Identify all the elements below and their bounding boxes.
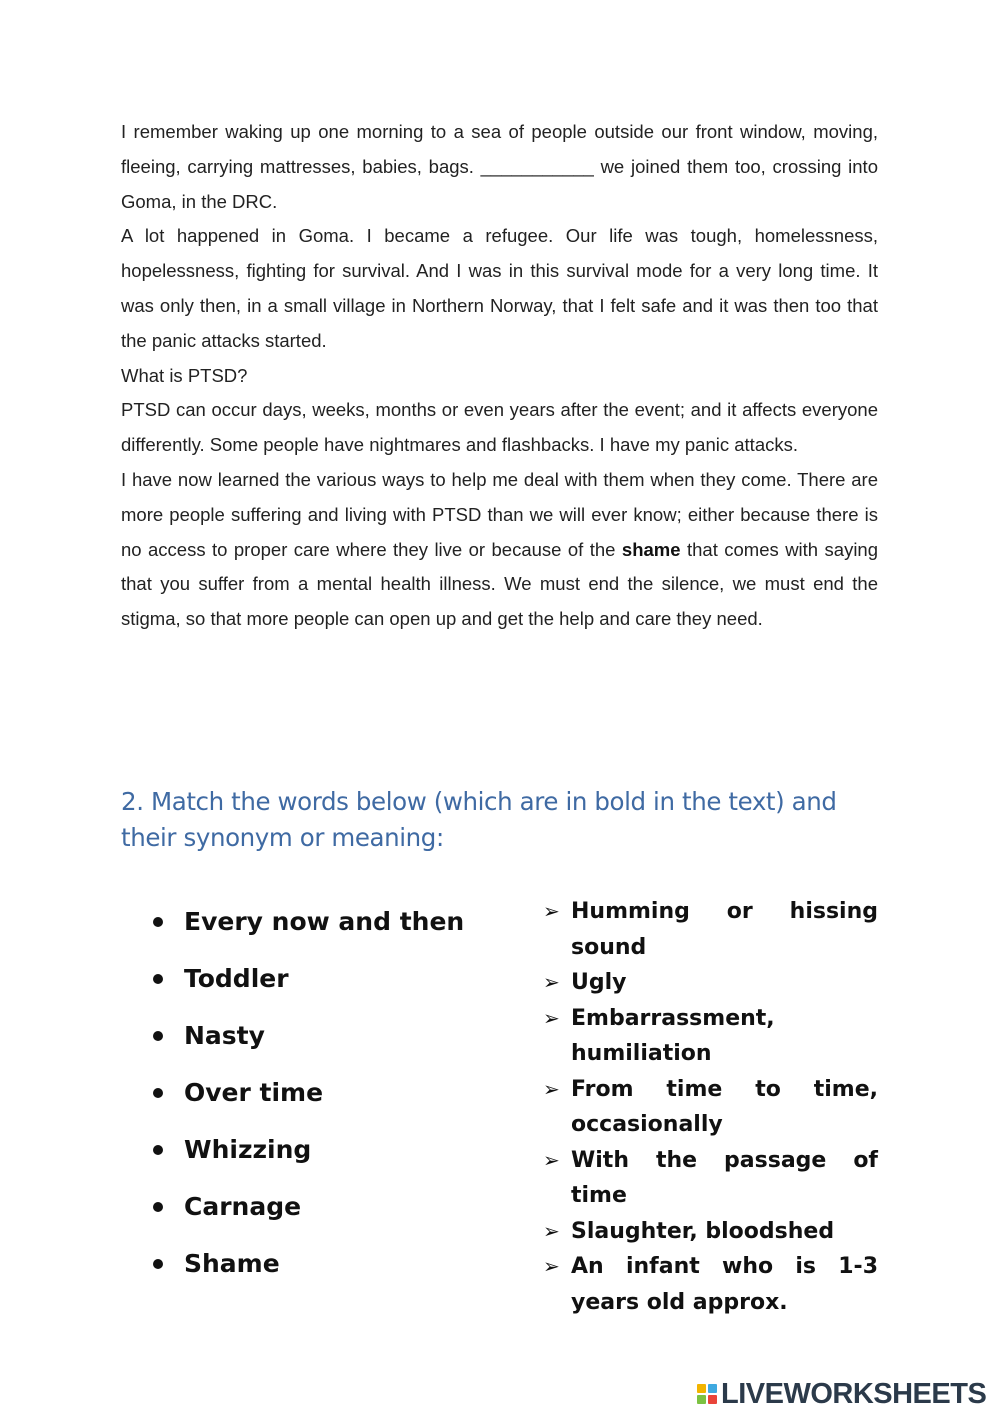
bullet-icon (153, 1259, 163, 1269)
bullet-icon (153, 974, 163, 984)
arrow-bullet-icon: ➢ (543, 1005, 560, 1030)
meaning-item[interactable]: ➢ Slaughter, bloodshed (543, 1214, 878, 1250)
reading-passage (121, 115, 878, 637)
meaning-item[interactable]: ➢ Humming or hissing sound (543, 894, 878, 965)
logo-block (697, 1384, 706, 1393)
logo-text: LIVEWORKSHEETS (721, 1377, 987, 1410)
paragraph-5: I have now learned the various ways to help me deal with them when they come. There are more people suffering and living with PTSD than we will ever know; either because there is no access to proper care where they live or because of the shame that comes with saying that you suffer from a mental health illness. We must end the silence, we must end the stigma, so that more people can open up and get the help and care they need. (121, 468, 879, 630)
bullet-icon (153, 1088, 163, 1098)
logo-block (697, 1395, 706, 1404)
word-item[interactable]: Carnage (150, 1178, 464, 1235)
paragraph-2: A lot happened in Goma. I became a refugee. Our life was tough, homelessness, hopelessness, fighting for survival. And I was in this survival mode for a very long time. It was only then, in a small village in Northern Norway, that I felt safe and it was then too that the panic attacks started. (121, 225, 878, 351)
word-item[interactable]: Every now and then (150, 893, 464, 950)
bullet-icon (153, 917, 163, 927)
liveworksheets-logo[interactable] (697, 1377, 986, 1411)
bullet-icon (153, 1145, 163, 1155)
exercise-heading: 2. Match the words below (which are in bold in the text) and their synonym or meaning: (121, 787, 837, 852)
bullet-icon (153, 1031, 163, 1041)
logo-blocks-icon (697, 1384, 717, 1404)
arrow-bullet-icon: ➢ (543, 1218, 560, 1243)
bullet-icon (153, 1202, 163, 1212)
word-list (150, 893, 464, 1292)
word-item[interactable]: Nasty (150, 1007, 464, 1064)
arrow-bullet-icon: ➢ (543, 1076, 560, 1101)
meaning-item[interactable]: ➢ Embarrassment, humiliation (543, 1001, 878, 1072)
logo-block (708, 1395, 717, 1404)
meaning-item[interactable]: ➢ Ugly (543, 965, 878, 1001)
meaning-item[interactable]: ➢ With the passage of time (543, 1143, 878, 1214)
word-item[interactable]: Whizzing (150, 1121, 464, 1178)
meaning-item[interactable]: ➢ From time to time, occasionally (543, 1072, 878, 1143)
word-item[interactable]: Toddler (150, 950, 464, 1007)
arrow-bullet-icon: ➢ (543, 899, 560, 923)
paragraph-3: What is PTSD? (121, 364, 248, 386)
paragraph-1: I remember waking up one morning to a sea of people outside our front window, moving, fleeing, carrying mattresses, babies, bags. ___________ we joined them too, crossing into Goma, in the DRC. (121, 121, 878, 212)
bold-word-shame: shame (621, 538, 681, 560)
arrow-bullet-icon: ➢ (543, 1147, 560, 1172)
arrow-bullet-icon: ➢ (543, 970, 560, 994)
meaning-list (543, 894, 878, 1320)
word-item[interactable]: Over time (150, 1064, 464, 1121)
arrow-bullet-icon: ➢ (543, 1254, 560, 1278)
word-item[interactable]: Shame (150, 1235, 464, 1292)
logo-block (708, 1384, 717, 1393)
paragraph-4: PTSD can occur days, weeks, months or even years after the event; and it affects everyone differently. Some people have nightmares and flashbacks. I have my panic attacks. (121, 399, 878, 456)
meaning-item[interactable]: ➢ An infant who is 1-3 years old approx. (543, 1249, 878, 1320)
